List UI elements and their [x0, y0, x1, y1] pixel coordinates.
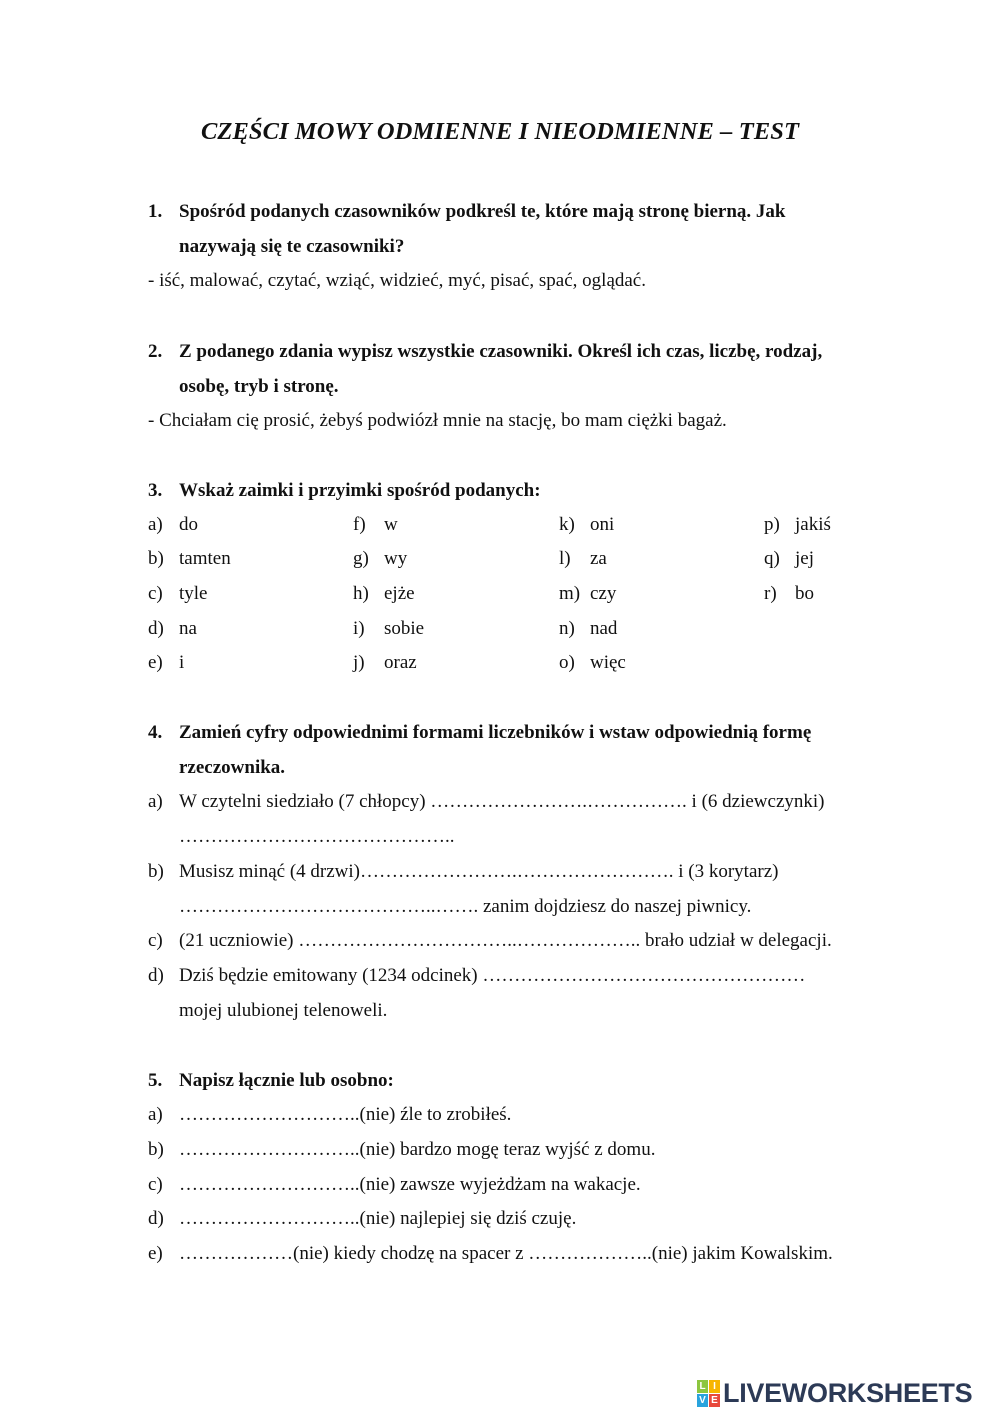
liveworksheets-logo	[697, 1376, 997, 1410]
q5-item-b: ………………………..(nie) bardzo mogę teraz wyjść z domu.	[179, 1139, 656, 1160]
q3-option-label: o)	[559, 652, 575, 673]
q5-item-label: c)	[148, 1174, 163, 1195]
q3-option-label: b)	[148, 548, 164, 569]
q3-option-label: q)	[764, 548, 780, 569]
q3-option-word: tamten	[179, 548, 231, 569]
q4-item-label: c)	[148, 930, 163, 951]
q1-instruction-line2: nazywają się te czasowniki?	[179, 236, 405, 257]
q3-option-word: więc	[590, 652, 626, 673]
page-title: CZĘŚCI MOWY ODMIENNE I NIEODMIENNE – TEST	[200, 118, 800, 145]
q4-item-a-line1: W czytelni siedziało (7 chłopcy) …………………….……………. i (6 dziewczynki)	[179, 791, 825, 812]
q5-instruction: Napisz łącznie lub osobno:	[179, 1070, 394, 1091]
q4-item-d-line2: mojej ulubionej telenoweli.	[179, 1000, 388, 1021]
q5-item-label: b)	[148, 1139, 164, 1160]
logo-mark-letter: L	[697, 1380, 708, 1393]
q5-item-label: e)	[148, 1243, 163, 1264]
q3-option-word: oraz	[384, 652, 417, 673]
q3-option-word: nad	[590, 618, 618, 639]
q2-instruction-line1: Z podanego zdania wypisz wszystkie czasowniki. Określ ich czas, liczbę, rodzaj,	[179, 341, 823, 362]
q4-number: 4.	[148, 722, 163, 743]
q3-option-label: g)	[353, 548, 369, 569]
q3-option-label: f)	[353, 514, 366, 535]
q3-option-label: c)	[148, 583, 163, 604]
q5-item-e: ………………(nie) kiedy chodzę na spacer z ………………..(nie) jakim Kowalskim.	[179, 1243, 833, 1264]
q4-item-b-line2: …………………………………..……. zanim dojdziesz do naszej piwnicy.	[179, 896, 752, 917]
logo-mark-letter: V	[697, 1394, 708, 1407]
q1-content: - iść, malować, czytać, wziąć, widzieć, myć, pisać, spać, oglądać.	[148, 270, 646, 291]
q4-instruction-line2: rzeczownika.	[179, 757, 286, 778]
liveworksheets-wordmark: LIVEWORKSHEETS	[723, 1378, 973, 1408]
q3-option-word: tyle	[179, 583, 208, 604]
q3-option-word: jej	[795, 548, 814, 569]
q4-instruction-line1: Zamień cyfry odpowiednimi formami liczebników i wstaw odpowiednią formę	[179, 722, 812, 743]
q3-instruction: Wskaż zaimki i przyimki spośród podanych:	[179, 480, 541, 501]
q4-item-c-line1: (21 uczniowie) ……………………………..……………….. brało udział w delegacji.	[179, 930, 832, 951]
q3-option-word: ejże	[384, 583, 415, 604]
liveworksheets-mark-icon	[697, 1380, 721, 1408]
q3-option-word: oni	[590, 514, 615, 535]
q5-item-d: ………………………..(nie) najlepiej się dziś czuję.	[179, 1208, 577, 1229]
q3-option-label: n)	[559, 618, 575, 639]
logo-mark-letter: E	[709, 1394, 720, 1407]
q1-number: 1.	[148, 201, 163, 222]
q2-number: 2.	[148, 341, 163, 362]
q3-option-word: jakiś	[795, 514, 831, 535]
q5-item-c: ………………………..(nie) zawsze wyjeżdżam na wakacje.	[179, 1174, 641, 1195]
q4-item-label: d)	[148, 965, 164, 986]
q4-item-d-line1: Dziś będzie emitowany (1234 odcinek) ……………………………………………	[179, 965, 806, 986]
q3-number: 3.	[148, 480, 163, 501]
q3-option-word: na	[179, 618, 197, 639]
q3-option-label: i)	[353, 618, 365, 639]
logo-mark-letter: I	[709, 1380, 720, 1393]
q4-item-label: b)	[148, 861, 164, 882]
q3-option-word: w	[384, 514, 398, 535]
q1-instruction-line1: Spośród podanych czasowników podkreśl te, które mają stronę bierną. Jak	[179, 201, 786, 222]
q3-option-word: za	[590, 548, 607, 569]
q5-item-a: ………………………..(nie) źle to zrobiłeś.	[179, 1104, 512, 1125]
q5-item-label: d)	[148, 1208, 164, 1229]
q3-option-word: czy	[590, 583, 617, 604]
q3-option-label: r)	[764, 583, 777, 604]
q4-item-b-line1: Musisz minąć (4 drzwi)…………………….……………………. i (3 korytarz)	[179, 861, 779, 882]
q3-option-word: i	[179, 652, 185, 673]
q3-option-word: do	[179, 514, 198, 535]
q3-option-word: sobie	[384, 618, 425, 639]
q4-item-a-line2: ……………………………………..	[179, 826, 455, 847]
q3-option-label: l)	[559, 548, 571, 569]
q3-option-word: bo	[795, 583, 814, 604]
q2-instruction-line2: osobę, tryb i stronę.	[179, 376, 339, 397]
q2-content: - Chciałam cię prosić, żebyś podwiózł mnie na stację, bo mam ciężki bagaż.	[148, 410, 727, 431]
q3-option-label: j)	[353, 652, 365, 673]
q5-number: 5.	[148, 1070, 163, 1091]
q3-option-label: p)	[764, 514, 780, 535]
q3-option-label: d)	[148, 618, 164, 639]
q3-option-label: k)	[559, 514, 575, 535]
q5-item-label: a)	[148, 1104, 163, 1125]
q3-option-label: e)	[148, 652, 163, 673]
q4-item-label: a)	[148, 791, 163, 812]
q3-option-label: m)	[559, 583, 581, 604]
q3-option-word: wy	[384, 548, 408, 569]
q3-option-label: a)	[148, 514, 163, 535]
q3-option-label: h)	[353, 583, 369, 604]
